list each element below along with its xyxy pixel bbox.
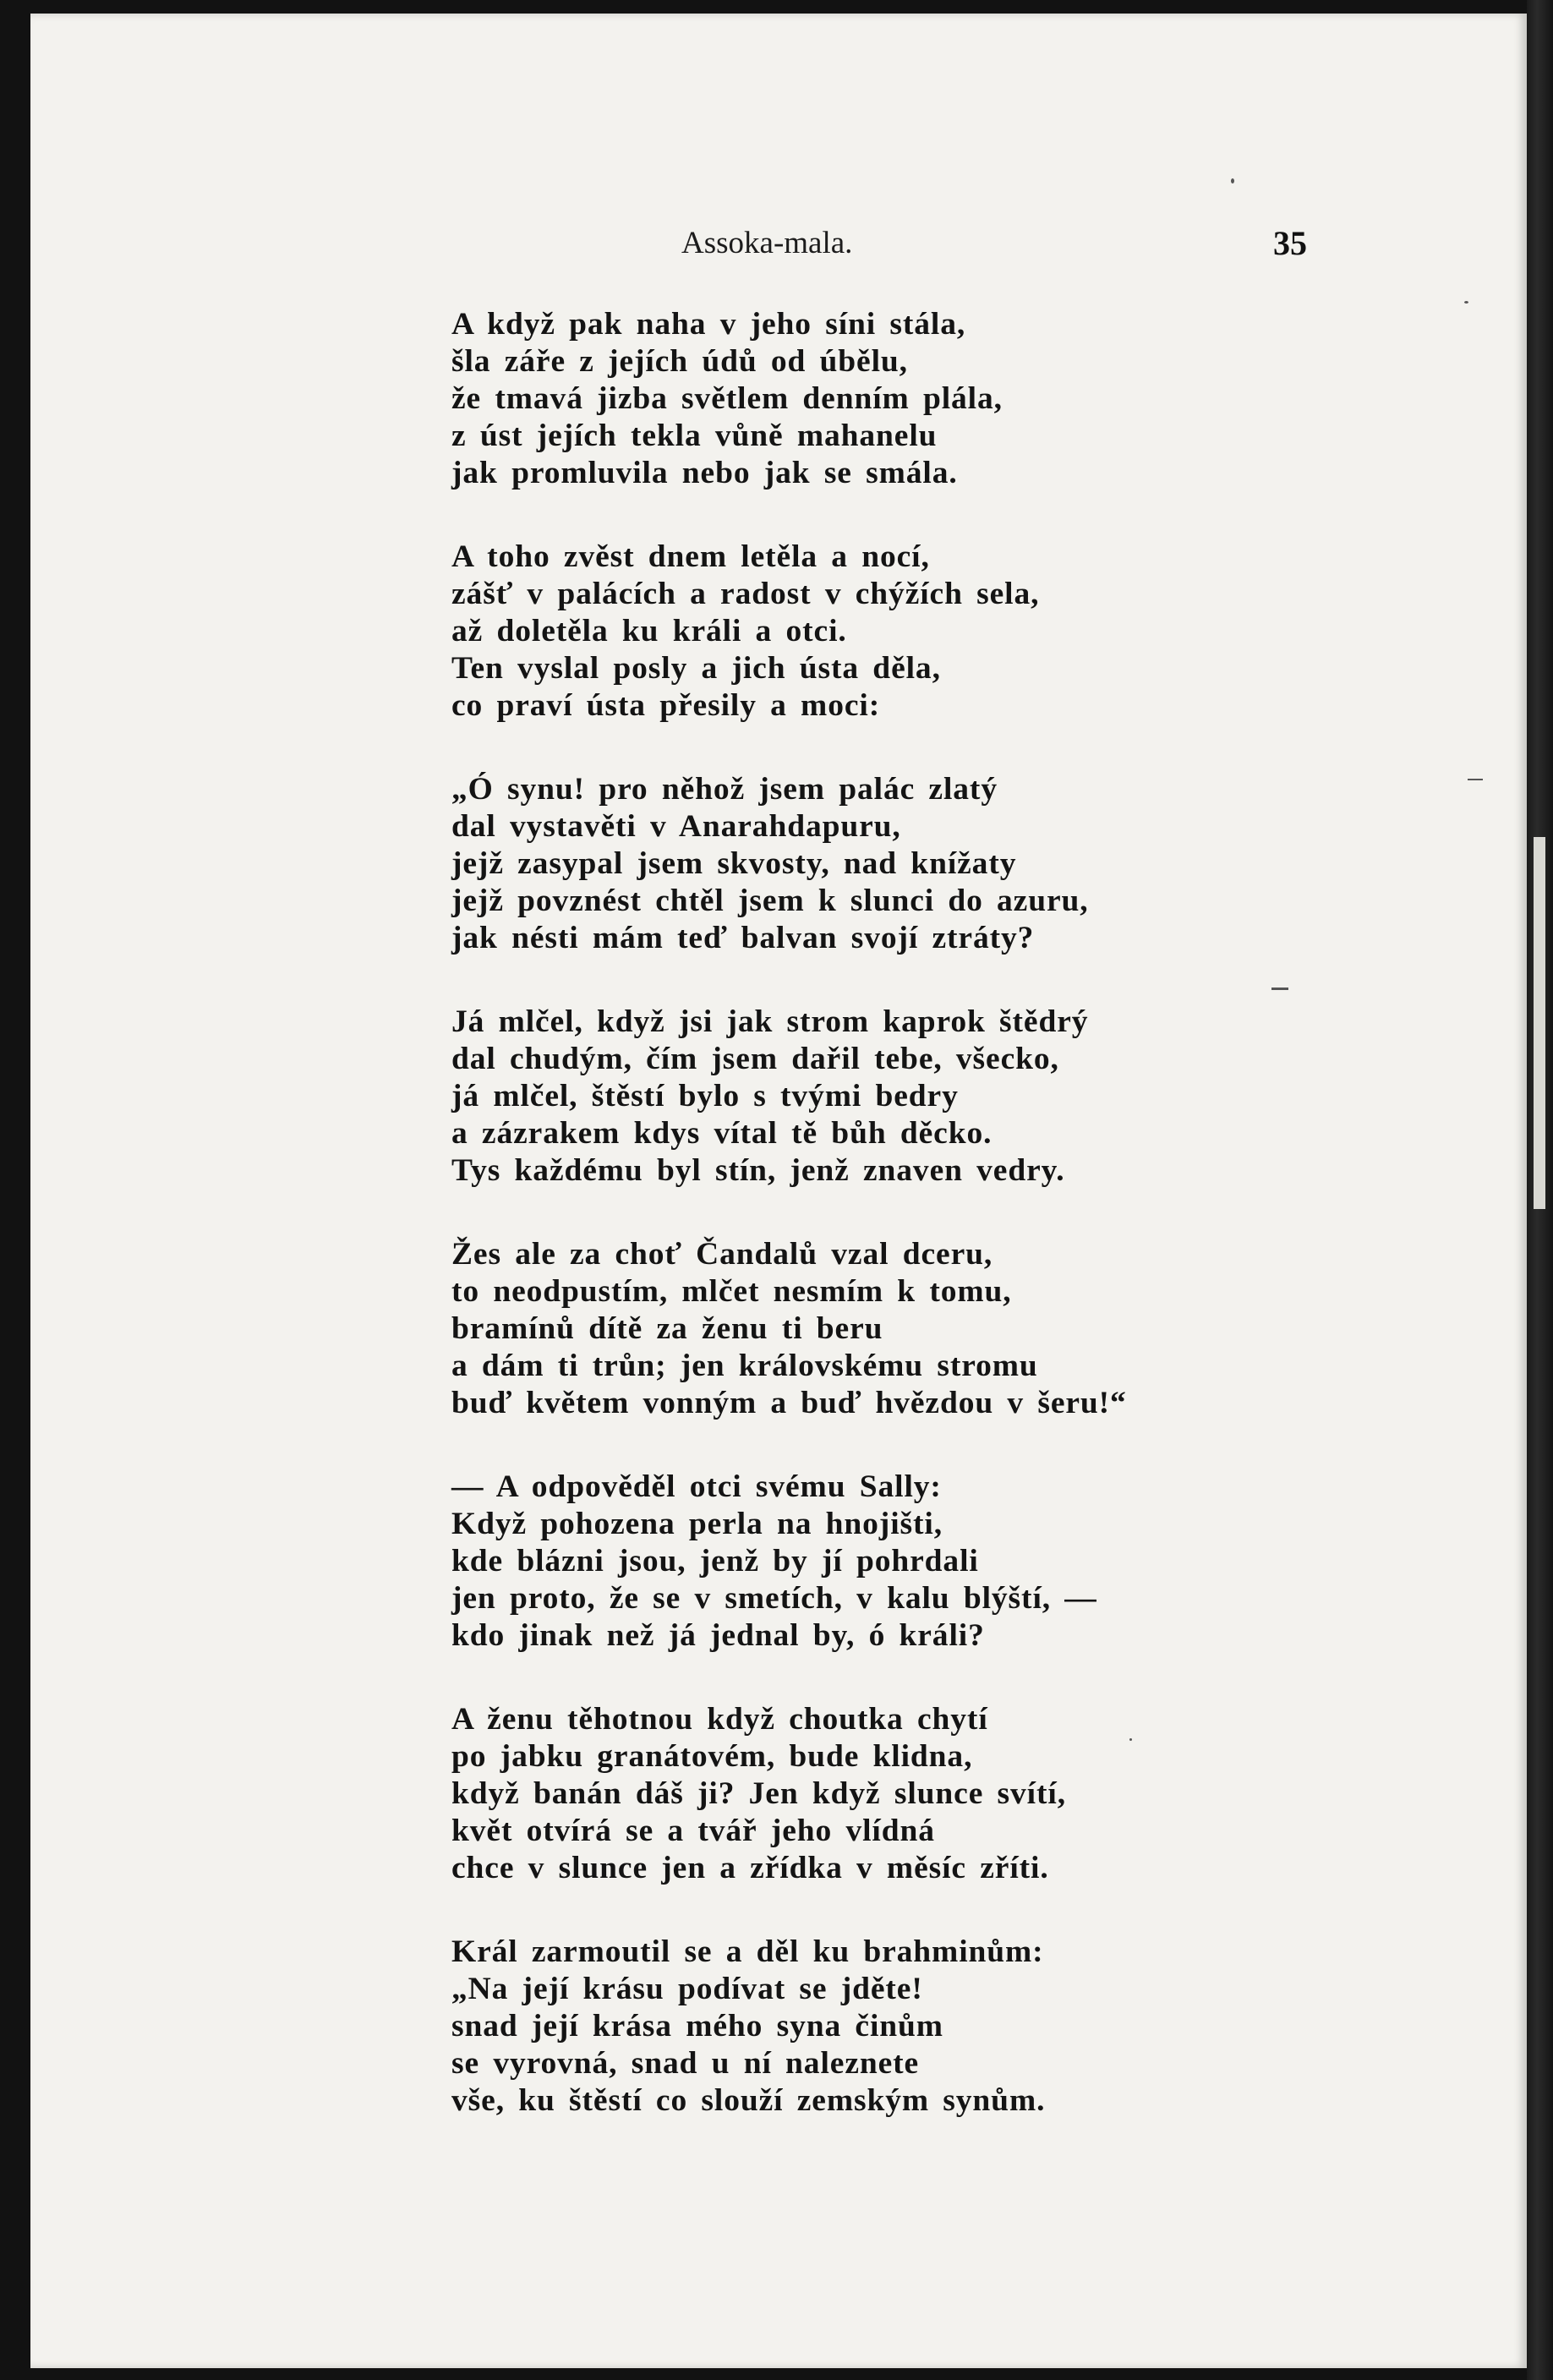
poem-line: kdo jinak než já jednal by, ó králi? bbox=[451, 1618, 985, 1653]
poem-line: to neodpustím, mlčet nesmím k tomu, bbox=[451, 1274, 1012, 1309]
poem-line: A když pak naha v jeho síni stála, bbox=[451, 307, 966, 342]
page-number: 35 bbox=[1273, 224, 1307, 262]
poem-line: květ otvírá se a tvář jeho vlídná bbox=[451, 1814, 935, 1848]
poem-line: Já mlčel, když jsi jak strom kaprok štědrý bbox=[451, 1004, 1089, 1039]
poem-line: A toho zvěst dnem letěla a nocí, bbox=[451, 539, 930, 574]
poem-line: Král zarmoutil se a děl ku brahminům: bbox=[451, 1934, 1044, 1969]
poem-line: snad její krása mého syna činům bbox=[451, 2009, 943, 2044]
print-speck bbox=[1468, 779, 1483, 780]
stanza bbox=[451, 1934, 1466, 2120]
poem-line: z úst jejích tekla vůně mahanelu bbox=[451, 419, 938, 453]
poem-line: Žes ale za choť Čandalů vzal dceru, bbox=[451, 1237, 993, 1272]
poem-line: když banán dáš ji? Jen když slunce svítí, bbox=[451, 1776, 1066, 1811]
running-title: Assoka-mala. bbox=[681, 226, 853, 260]
print-speck bbox=[1129, 1738, 1132, 1741]
poem-line: Tys každému byl stín, jenž znaven vedry. bbox=[451, 1153, 1065, 1188]
poem-body bbox=[451, 306, 1466, 2166]
stanza bbox=[451, 539, 1466, 725]
stanza bbox=[451, 1004, 1466, 1190]
print-speck bbox=[1271, 988, 1288, 990]
poem-line: jejž zasypal jsem skvosty, nad knížaty bbox=[451, 846, 1017, 881]
poem-line: až doletěla ku králi a otci. bbox=[451, 614, 847, 648]
poem-line: bramínů dítě za ženu ti beru bbox=[451, 1311, 883, 1346]
scan-edge bbox=[1527, 0, 1553, 2380]
stanza bbox=[451, 1701, 1466, 1887]
poem-line: jejž povznést chtěl jsem k slunci do azuru, bbox=[451, 884, 1089, 918]
page-header bbox=[30, 225, 1527, 267]
print-speck bbox=[1464, 301, 1468, 304]
poem-line: „Na její krásu podívat se jděte! bbox=[451, 1972, 923, 2006]
poem-line: Ten vyslal posly a jich ústa děla, bbox=[451, 651, 941, 686]
poem-line: já mlčel, štěstí bylo s tvými bedry bbox=[451, 1079, 959, 1113]
poem-line: „Ó synu! pro něhož jsem palác zlatý bbox=[451, 772, 998, 807]
stanza bbox=[451, 306, 1466, 492]
poem-line: šla záře z jejích údů od úbělu, bbox=[451, 344, 908, 379]
poem-line: jak nésti mám teď balvan svojí ztráty? bbox=[451, 921, 1035, 955]
poem-line: a dám ti trůn; jen královskému stromu bbox=[451, 1349, 1038, 1383]
stanza bbox=[451, 1469, 1466, 1655]
stanza bbox=[451, 1236, 1466, 1422]
poem-line: jen proto, že se v smetích, v kalu blýští, — bbox=[451, 1581, 1097, 1616]
poem-line: buď květem vonným a buď hvězdou v šeru!“ bbox=[451, 1386, 1127, 1420]
book-page bbox=[30, 14, 1527, 2368]
poem-line: po jabku granátovém, bude klidna, bbox=[451, 1739, 973, 1774]
poem-line: se vyrovná, snad u ní naleznete bbox=[451, 2046, 920, 2081]
poem-line: dal chudým, čím jsem dařil tebe, všecko, bbox=[451, 1042, 1059, 1076]
stanza bbox=[451, 771, 1466, 957]
poem-line: — A odpověděl otci svému Sally: bbox=[451, 1469, 942, 1504]
poem-line: co praví ústa přesily a moci: bbox=[451, 688, 881, 723]
poem-line: chce v slunce jen a zřídka v měsíc zříti. bbox=[451, 1851, 1049, 1885]
poem-line: jak promluvila nebo jak se smála. bbox=[451, 456, 958, 490]
poem-line: kde blázni jsou, jenž by jí pohrdali bbox=[451, 1544, 979, 1578]
poem-line: zášť v palácích a radost v chýžích sela, bbox=[451, 577, 1040, 611]
poem-line: že tmavá jizba světlem denním plála, bbox=[451, 381, 1003, 416]
adjacent-page-edge bbox=[1534, 837, 1545, 1209]
poem-line: dal vystavěti v Anarahdapuru, bbox=[451, 809, 901, 844]
poem-line: a zázrakem kdys vítal tě bůh děcko. bbox=[451, 1116, 992, 1151]
print-speck bbox=[1231, 178, 1234, 183]
poem-line: Když pohozena perla na hnojišti, bbox=[451, 1507, 943, 1541]
poem-line: A ženu těhotnou když choutka chytí bbox=[451, 1702, 988, 1737]
poem-line: vše, ku štěstí co slouží zemským synům. bbox=[451, 2083, 1046, 2118]
